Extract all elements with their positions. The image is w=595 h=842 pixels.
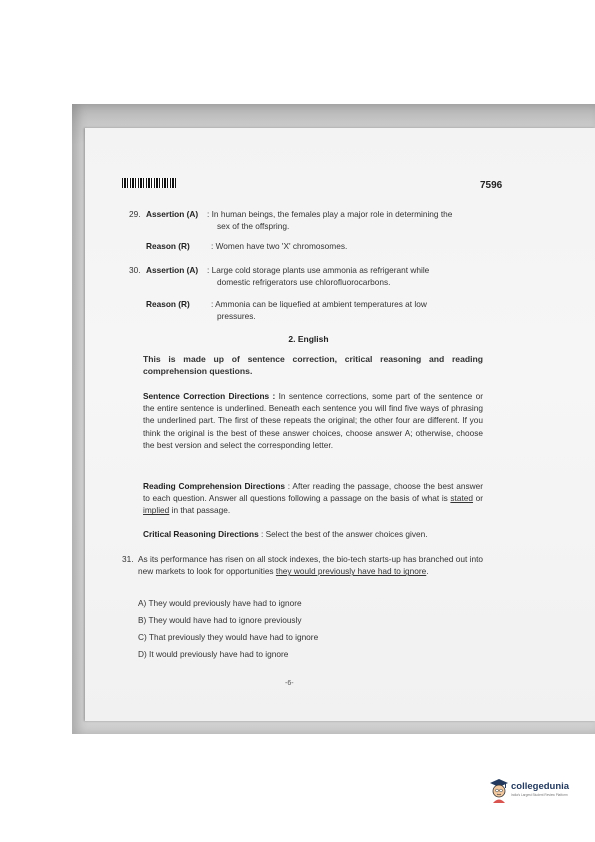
q29-reason-text: : Women have two 'X' chromosomes. (211, 241, 348, 251)
section-intro: This is made up of sentence correction, critical reasoning and reading comprehension questions. (143, 354, 483, 377)
q31-stem-end: . (426, 566, 429, 577)
collegedunia-logo (489, 778, 595, 808)
critical-reasoning-label: Critical Reasoning Directions (143, 529, 259, 539)
q30-reason-line2: pressures. (217, 311, 256, 321)
reading-or: or (473, 493, 483, 504)
q30-assertion-line2: domestic refrigerators use chlorofluorocarbons. (217, 277, 391, 287)
sentence-correction-text: In sentence corrections, some part of the sentence or the entire sentence is underlined. Beneath each sentence you will find five ways of phrasing the underlined part. The first of these repeats the original; the other four are different. If you think the original is the best of these answer choices, choose answer A; otherwise, choose the best version and select the corresponding letter. (143, 391, 484, 450)
q29-assertion-line2: sex of the offspring. (217, 221, 290, 231)
reading-stated: stated (450, 493, 474, 504)
q29-reason-label: Reason (R) (146, 241, 190, 251)
q30-number: 30. (129, 265, 141, 275)
q31-option-a: A) They would previously have had to ignore (138, 598, 302, 608)
reading-comprehension-directions (143, 480, 483, 517)
q30-reason-line1: : Ammonia can be liquefied at ambient temperatures at low (211, 299, 427, 309)
graduate-mascot-icon (489, 778, 509, 804)
sentence-correction-directions (143, 390, 483, 451)
reading-comprehension-label: Reading Comprehension Directions (143, 481, 286, 491)
q31-stem (138, 553, 483, 577)
reading-text-b: in that passage. (169, 505, 231, 516)
logo-tagline: India's Largest Student Review Platform (511, 793, 568, 797)
q31-number: 31. (122, 554, 134, 564)
q31-stem-text: As its performance has risen on all stock indexes, the bio-tech starts-up has branched out into new markets to look for opportunities (138, 554, 483, 577)
q31-option-d: D) It would previously have had to ignore (138, 649, 289, 659)
section-heading: 2. English (288, 334, 329, 344)
q29-assertion-label: Assertion (A) (146, 209, 199, 219)
q30-assertion-line1: : Large cold storage plants use ammonia as refrigerant while (207, 265, 430, 275)
barcode (122, 178, 176, 188)
q29-number: 29. (129, 209, 141, 219)
reading-text-a: : After reading the passage, choose the best answer to each question. Answer all questions following a passage on the basis of what is (143, 481, 483, 504)
q31-stem-underlined: they would previously have had to ignore (275, 566, 427, 577)
reading-implied: implied (143, 505, 170, 516)
q31-option-b: B) They would have had to ignore previously (138, 615, 302, 625)
q29-assertion-line1: : In human beings, the females play a major role in determining the (207, 209, 453, 219)
q30-reason-label: Reason (R) (146, 299, 190, 309)
sentence-correction-label: Sentence Correction Directions : (143, 391, 276, 401)
q31-option-c: C) That previously they would have had to ignore (138, 632, 319, 642)
critical-reasoning-directions (143, 528, 483, 540)
paper-code: 7596 (480, 180, 503, 191)
q30-assertion-label: Assertion (A) (146, 265, 199, 275)
logo-brand-text: collegedunia (511, 781, 570, 792)
critical-reasoning-text: : Select the best of the answer choices given. (258, 529, 428, 539)
page-number: -6- (285, 680, 294, 687)
